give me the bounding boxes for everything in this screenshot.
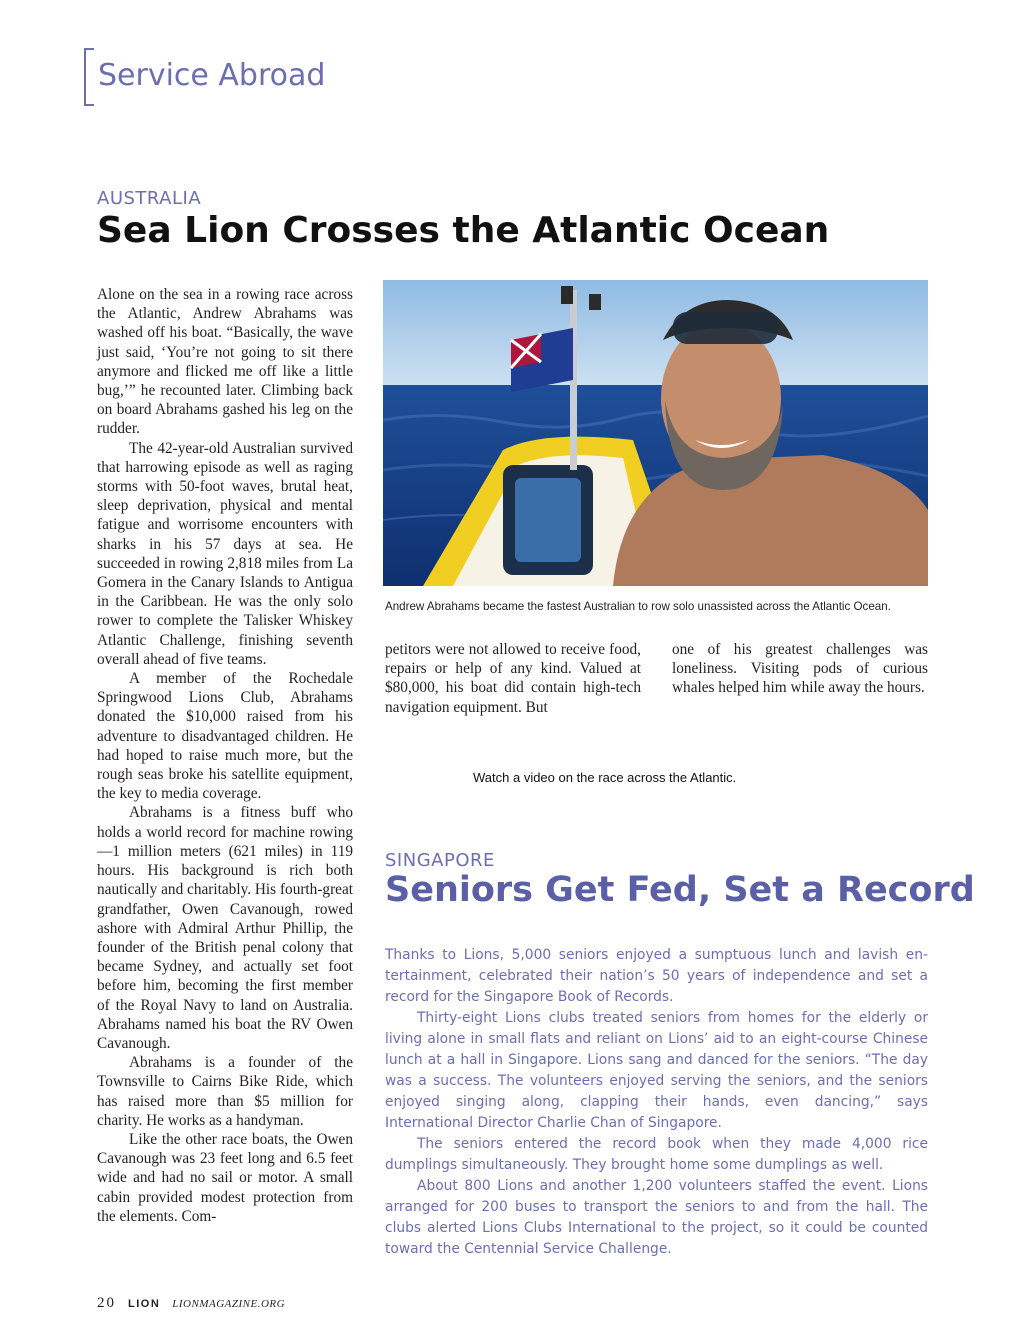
magazine-url[interactable]: LIONMAGAZINE.ORG (172, 1298, 286, 1310)
article-paragraph: one of his greatest challenges was loneliness. Visiting pods of curious whales helped him while away the hours. (672, 641, 928, 697)
article-paragraph: A member of the Rochedale Springwood Lions Club, Abrahams donated the $10,000 raised from his adventure to disadvantaged children. He had hoped to raise much more, but the rough seas broke his satellite equipment, the key to media coverage. (97, 670, 353, 803)
article-paragraph: The seniors entered the record book when they made 4,000 rice dumplings simultaneously. They brought home some dumplings as well. (385, 1136, 928, 1173)
article-paragraph: petitors were not allowed to receive food, repairs or help of any kind. Valued at $80,000, his boat did contain high-tech navigation equipment. But (385, 641, 641, 716)
photo-caption: Andrew Abrahams became the fastest Australian to row solo unassisted across the Atlantic Ocean. (385, 600, 891, 613)
rower-photo (383, 280, 928, 586)
article-paragraph: Like the other race boats, the Owen Cavanough was 23 feet long and 6.5 feet wide and had no sail or motor. A small cabin provided modest protection from the elements. Com- (97, 1130, 353, 1225)
header-bracket (84, 48, 94, 106)
singapore-headline: Seniors Get Fed, Set a Record (385, 870, 975, 910)
australia-article-column-2 (385, 640, 641, 717)
magazine-name: LION (128, 1298, 161, 1310)
page-number: 20 (97, 1295, 116, 1311)
australia-article-column-1 (97, 285, 353, 1226)
rower-photo-illustration (383, 280, 928, 586)
article-paragraph: Alone on the sea in a rowing race across the Atlantic, Andrew Abrahams was washed off his boat. “Basically, the wave just said, ‘You’re not going to sit there anymore and flicked me off like a little bug,’” he recounted later. Climbing back on board Abrahams gashed his leg on the rudder. (97, 286, 353, 438)
australia-headline: Sea Lion Crosses the Atlantic Ocean (97, 210, 830, 251)
video-link[interactable]: Watch a video on the race across the Atlantic. (473, 770, 737, 785)
article-paragraph: The 42-year-old Australian survived that harrowing episode as well as raging storms with 50-foot waves, brutal heat, sleep deprivation, physical and mental fatigue and worrisome encounters with sharks in his 57 days at sea. He succeeded in rowing 2,818 miles from La Gomera in the Canary Islands to Antigua in the Caribbean. He was the only solo rower to complete the Talisker Whiskey Atlantic Challenge, finishing seventh overall ahead of five teams. (97, 439, 353, 668)
article-paragraph: Abrahams is a founder of the Townsville to Cairns Bike Ride, which has raised more than $5 million for charity. He works as a handyman. (97, 1054, 353, 1129)
section-title: Service Abroad (98, 58, 326, 93)
singapore-article (385, 945, 928, 1260)
article-paragraph: Abrahams is a fitness buff who holds a world record for machine rowing—1 million meters (621 miles) in 119 hours. His background is rich both nautically and charitably. His fourth-great grandfather, Owen Cavanough, rowed ashore with Admiral Arthur Phillip, the founder of the British penal colony that became Sydney, and actually set foot before him, becoming the first member of the Royal Navy to land on Australia. Abrahams named his boat the RV Owen Cavanough. (97, 804, 353, 1052)
singapore-kicker: SINGAPORE (385, 850, 495, 871)
page-footer (97, 1294, 285, 1312)
australia-article-column-3 (672, 640, 928, 698)
australia-kicker: AUSTRALIA (97, 188, 202, 209)
article-paragraph: Thirty-eight Lions clubs treated seniors from homes for the elderly or living alone in small flats and reliant on Lions’ aid to an eight-course Chinese lunch at a hall in Singapore. Lions sang and danced for the seniors. “The day was a success. The volunteers enjoyed serving the seniors, and the seniors enjoyed singing along, clapping their hands, even dancing,” says International Director Charlie Chan of Singapore. (385, 1010, 928, 1131)
article-paragraph: Thanks to Lions, 5,000 seniors enjoyed a sumptuous lunch and lavish entertainment, celebrated their nation’s 50 years of independence and set a record for the Singapore Book of Records. (385, 947, 928, 1005)
article-paragraph: About 800 Lions and another 1,200 volunteers staffed the event. Lions arranged for 200 buses to transport the seniors to and from the hall. The clubs alerted Lions Clubs International to the project, so it could be counted toward the Centennial Service Challenge. (385, 1178, 928, 1257)
